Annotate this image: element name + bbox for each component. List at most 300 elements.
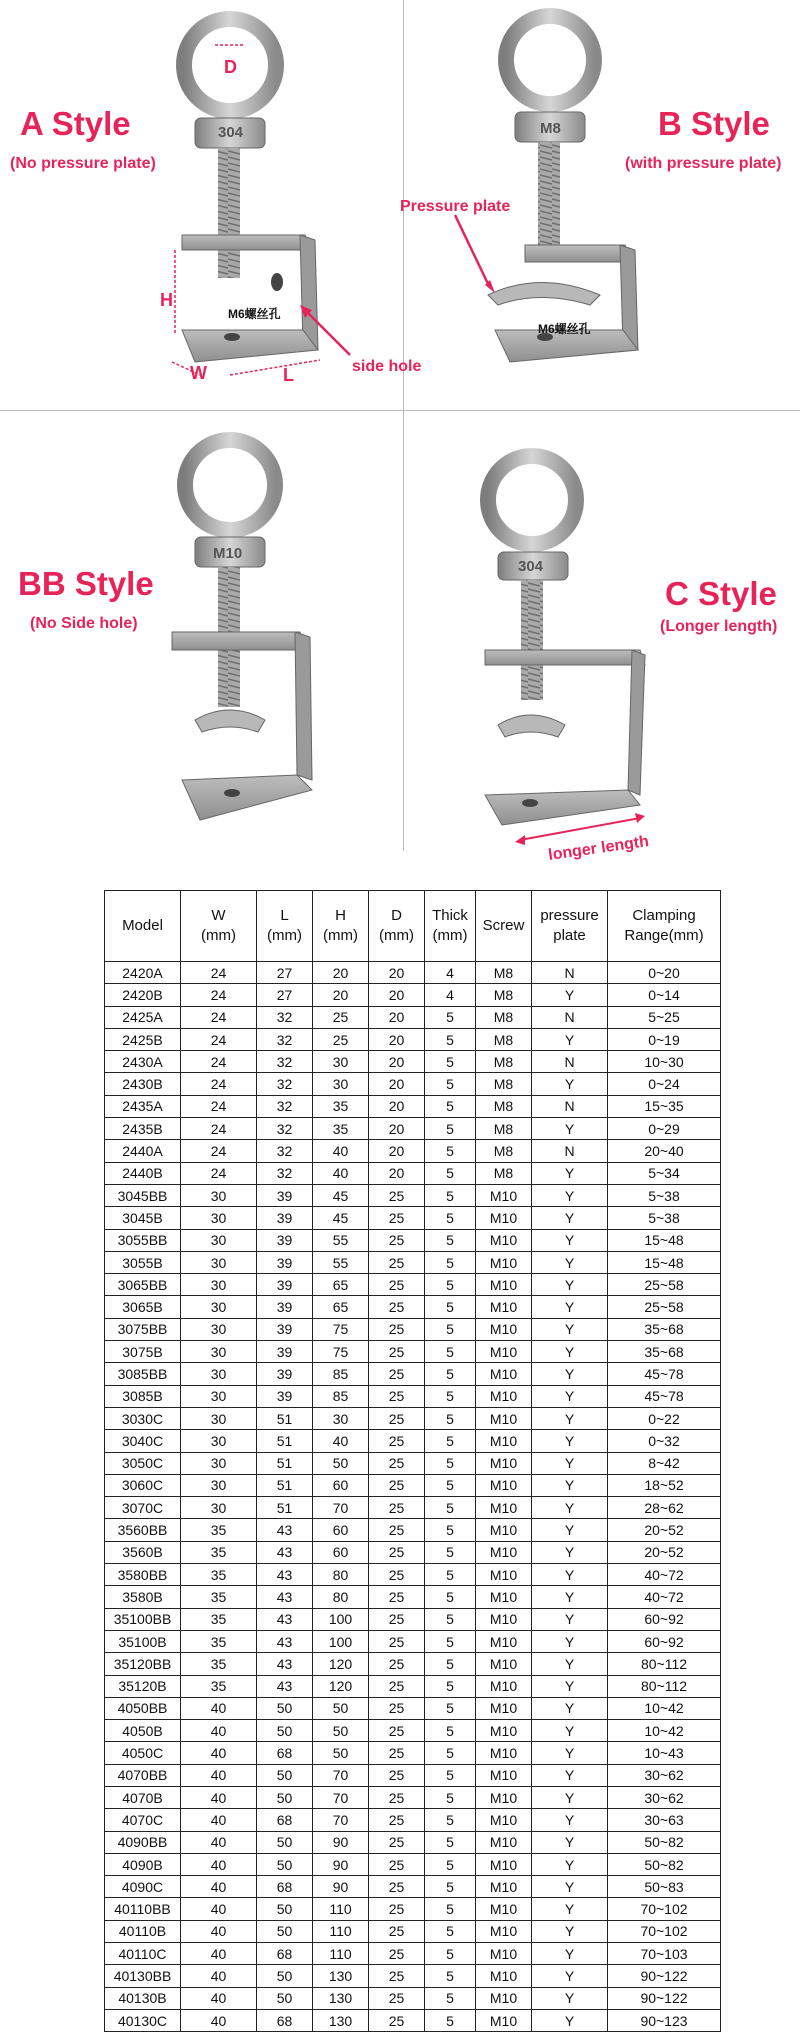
cell-model: 35120B <box>105 1675 181 1697</box>
cell-d: 25 <box>369 1675 425 1697</box>
cell-w: 24 <box>181 1095 257 1117</box>
cell-l: 39 <box>257 1385 313 1407</box>
cell-model: 2430B <box>105 1073 181 1095</box>
cell-w: 30 <box>181 1207 257 1229</box>
cell-l: 50 <box>257 1987 313 2009</box>
cell-w: 24 <box>181 984 257 1006</box>
cell-thick: 4 <box>425 962 476 984</box>
cell-model: 2420B <box>105 984 181 1006</box>
cell-h: 45 <box>313 1207 369 1229</box>
cell-screw: M10 <box>476 1920 532 1942</box>
cell-thick: 5 <box>425 1519 476 1541</box>
a-dimension-l: L <box>283 365 294 385</box>
cell-d: 25 <box>369 1564 425 1586</box>
cell-clamping-range: 90~123 <box>608 2009 721 2031</box>
table-row <box>105 1474 721 1496</box>
cell-pressure-plate: N <box>532 1006 608 1028</box>
cell-thick: 5 <box>425 1385 476 1407</box>
cell-w: 40 <box>181 1853 257 1875</box>
table-row <box>105 1920 721 1942</box>
bb-style-clamp-image <box>172 440 312 820</box>
cell-h: 55 <box>313 1251 369 1273</box>
cell-model: 4050C <box>105 1742 181 1764</box>
cell-h: 65 <box>313 1274 369 1296</box>
cell-w: 30 <box>181 1430 257 1452</box>
cell-pressure-plate: Y <box>532 1853 608 1875</box>
cell-pressure-plate: N <box>532 1095 608 1117</box>
cell-h: 85 <box>313 1363 369 1385</box>
cell-l: 32 <box>257 1051 313 1073</box>
cell-screw: M10 <box>476 1586 532 1608</box>
cell-pressure-plate: Y <box>532 1586 608 1608</box>
cell-clamping-range: 0~19 <box>608 1028 721 1050</box>
table-row <box>105 1318 721 1340</box>
cell-l: 32 <box>257 1118 313 1140</box>
cell-h: 60 <box>313 1519 369 1541</box>
cell-l: 51 <box>257 1407 313 1429</box>
cell-model: 2430A <box>105 1051 181 1073</box>
table-row <box>105 1028 721 1050</box>
cell-pressure-plate: Y <box>532 1831 608 1853</box>
cell-clamping-range: 50~82 <box>608 1831 721 1853</box>
cell-h: 100 <box>313 1630 369 1652</box>
table-row <box>105 1853 721 1875</box>
cell-pressure-plate: N <box>532 1051 608 1073</box>
table-row <box>105 1653 721 1675</box>
cell-d: 20 <box>369 984 425 1006</box>
cell-l: 32 <box>257 1162 313 1184</box>
cell-model: 3050C <box>105 1452 181 1474</box>
cell-model: 4050B <box>105 1720 181 1742</box>
c-style-clamp-image <box>485 456 645 845</box>
cell-h: 25 <box>313 1028 369 1050</box>
cell-pressure-plate: Y <box>532 1385 608 1407</box>
cell-model: 40110B <box>105 1920 181 1942</box>
table-row <box>105 1407 721 1429</box>
cell-screw: M10 <box>476 1742 532 1764</box>
cell-pressure-plate: Y <box>532 1564 608 1586</box>
table-row <box>105 1608 721 1630</box>
cell-screw: M8 <box>476 1051 532 1073</box>
cell-w: 40 <box>181 1831 257 1853</box>
cell-l: 50 <box>257 1853 313 1875</box>
table-row <box>105 1385 721 1407</box>
cell-clamping-range: 0~20 <box>608 962 721 984</box>
cell-thick: 5 <box>425 1809 476 1831</box>
cell-d: 25 <box>369 1943 425 1965</box>
cell-h: 65 <box>313 1296 369 1318</box>
cell-thick: 5 <box>425 1675 476 1697</box>
table-row <box>105 962 721 984</box>
cell-h: 35 <box>313 1118 369 1140</box>
cell-d: 20 <box>369 1118 425 1140</box>
cell-thick: 5 <box>425 1564 476 1586</box>
cell-screw: M10 <box>476 1898 532 1920</box>
cell-clamping-range: 60~92 <box>608 1630 721 1652</box>
table-row <box>105 1675 721 1697</box>
cell-w: 24 <box>181 1118 257 1140</box>
cell-pressure-plate: Y <box>532 1519 608 1541</box>
cell-thick: 5 <box>425 1095 476 1117</box>
cell-d: 20 <box>369 1140 425 1162</box>
cell-d: 20 <box>369 962 425 984</box>
cell-d: 25 <box>369 1920 425 1942</box>
cell-model: 3040C <box>105 1430 181 1452</box>
cell-thick: 5 <box>425 1853 476 1875</box>
table-row <box>105 1430 721 1452</box>
cell-clamping-range: 5~38 <box>608 1207 721 1229</box>
cell-model: 4070C <box>105 1809 181 1831</box>
cell-screw: M10 <box>476 1720 532 1742</box>
cell-d: 25 <box>369 1764 425 1786</box>
cell-d: 25 <box>369 1876 425 1898</box>
cell-l: 51 <box>257 1474 313 1496</box>
table-row <box>105 1452 721 1474</box>
table-row <box>105 1943 721 1965</box>
cell-d: 25 <box>369 1965 425 1987</box>
cell-w: 30 <box>181 1296 257 1318</box>
cell-clamping-range: 15~35 <box>608 1095 721 1117</box>
cell-l: 50 <box>257 1764 313 1786</box>
cell-w: 24 <box>181 1162 257 1184</box>
cell-w: 40 <box>181 2009 257 2031</box>
header-clamping-range: Clamping Range(mm) <box>608 891 721 962</box>
cell-thick: 5 <box>425 1965 476 1987</box>
cell-d: 25 <box>369 1541 425 1563</box>
cell-model: 3060C <box>105 1474 181 1496</box>
cell-l: 43 <box>257 1630 313 1652</box>
cell-model: 2435A <box>105 1095 181 1117</box>
cell-screw: M8 <box>476 1162 532 1184</box>
table-row <box>105 1764 721 1786</box>
cell-pressure-plate: Y <box>532 1274 608 1296</box>
cell-l: 43 <box>257 1586 313 1608</box>
cell-screw: M10 <box>476 1184 532 1206</box>
cell-clamping-range: 45~78 <box>608 1385 721 1407</box>
cell-l: 51 <box>257 1497 313 1519</box>
cell-d: 25 <box>369 1608 425 1630</box>
cell-model: 3075B <box>105 1341 181 1363</box>
cell-l: 39 <box>257 1341 313 1363</box>
cell-clamping-range: 30~62 <box>608 1786 721 1808</box>
cell-l: 43 <box>257 1541 313 1563</box>
cell-clamping-range: 20~40 <box>608 1140 721 1162</box>
cell-clamping-range: 0~22 <box>608 1407 721 1429</box>
cell-screw: M10 <box>476 1965 532 1987</box>
cell-thick: 5 <box>425 1653 476 1675</box>
cell-clamping-range: 45~78 <box>608 1363 721 1385</box>
cell-l: 32 <box>257 1028 313 1050</box>
cell-pressure-plate: Y <box>532 1251 608 1273</box>
cell-w: 24 <box>181 1140 257 1162</box>
cell-screw: M8 <box>476 962 532 984</box>
cell-h: 110 <box>313 1920 369 1942</box>
cell-w: 30 <box>181 1452 257 1474</box>
table-row <box>105 1184 721 1206</box>
cell-l: 50 <box>257 1697 313 1719</box>
cell-screw: M8 <box>476 1095 532 1117</box>
cell-h: 90 <box>313 1831 369 1853</box>
cell-pressure-plate: Y <box>532 1630 608 1652</box>
cell-pressure-plate: Y <box>532 1898 608 1920</box>
cell-model: 2435B <box>105 1118 181 1140</box>
cell-d: 25 <box>369 1786 425 1808</box>
cell-thick: 5 <box>425 1898 476 1920</box>
cell-d: 25 <box>369 1987 425 2009</box>
spec-table-body <box>105 962 721 2032</box>
cell-thick: 4 <box>425 984 476 1006</box>
b-style-title: B Style <box>658 105 770 142</box>
cell-d: 25 <box>369 1742 425 1764</box>
cell-model: 4070B <box>105 1786 181 1808</box>
cell-model: 40130BB <box>105 1965 181 1987</box>
table-row <box>105 1118 721 1140</box>
cell-w: 30 <box>181 1474 257 1496</box>
cell-l: 32 <box>257 1095 313 1117</box>
cell-thick: 5 <box>425 1341 476 1363</box>
cell-h: 20 <box>313 984 369 1006</box>
header-pressure-plate: pressure plate <box>532 891 608 962</box>
cell-d: 20 <box>369 1006 425 1028</box>
cell-l: 39 <box>257 1184 313 1206</box>
cell-w: 35 <box>181 1564 257 1586</box>
cell-pressure-plate: Y <box>532 1786 608 1808</box>
cell-screw: M10 <box>476 1608 532 1630</box>
cell-h: 30 <box>313 1407 369 1429</box>
cell-clamping-range: 70~102 <box>608 1920 721 1942</box>
cell-w: 35 <box>181 1653 257 1675</box>
cell-d: 25 <box>369 1341 425 1363</box>
cell-l: 27 <box>257 984 313 1006</box>
cell-pressure-plate: Y <box>532 2009 608 2031</box>
cell-model: 2420A <box>105 962 181 984</box>
cell-l: 27 <box>257 962 313 984</box>
cell-pressure-plate: Y <box>532 1965 608 1987</box>
cell-w: 30 <box>181 1385 257 1407</box>
cell-clamping-range: 35~68 <box>608 1341 721 1363</box>
cell-l: 39 <box>257 1207 313 1229</box>
cell-h: 90 <box>313 1876 369 1898</box>
cell-l: 68 <box>257 1876 313 1898</box>
a-nut-stamp: 304 <box>218 124 244 141</box>
cell-screw: M10 <box>476 1407 532 1429</box>
cell-h: 60 <box>313 1541 369 1563</box>
cell-model: 2440B <box>105 1162 181 1184</box>
cell-screw: M10 <box>476 1207 532 1229</box>
cell-h: 50 <box>313 1720 369 1742</box>
cell-pressure-plate: N <box>532 962 608 984</box>
cell-l: 50 <box>257 1898 313 1920</box>
cell-clamping-range: 50~83 <box>608 1876 721 1898</box>
cell-l: 68 <box>257 2009 313 2031</box>
spec-table <box>104 890 721 2032</box>
cell-w: 35 <box>181 1675 257 1697</box>
cell-clamping-range: 5~25 <box>608 1006 721 1028</box>
cell-clamping-range: 8~42 <box>608 1452 721 1474</box>
cell-l: 50 <box>257 1831 313 1853</box>
cell-clamping-range: 40~72 <box>608 1564 721 1586</box>
cell-screw: M10 <box>476 1363 532 1385</box>
cell-l: 39 <box>257 1274 313 1296</box>
cell-w: 30 <box>181 1363 257 1385</box>
cell-clamping-range: 90~122 <box>608 1987 721 2009</box>
cell-pressure-plate: Y <box>532 1608 608 1630</box>
cell-h: 30 <box>313 1073 369 1095</box>
cell-thick: 5 <box>425 1274 476 1296</box>
table-row <box>105 1720 721 1742</box>
cell-h: 70 <box>313 1809 369 1831</box>
cell-h: 100 <box>313 1608 369 1630</box>
cell-w: 30 <box>181 1184 257 1206</box>
cell-screw: M10 <box>476 1452 532 1474</box>
cell-pressure-plate: N <box>532 1140 608 1162</box>
cell-model: 3580BB <box>105 1564 181 1586</box>
table-row <box>105 1586 721 1608</box>
cell-w: 40 <box>181 1965 257 1987</box>
cell-screw: M10 <box>476 1519 532 1541</box>
cell-screw: M10 <box>476 1697 532 1719</box>
cell-clamping-range: 18~52 <box>608 1474 721 1496</box>
cell-thick: 5 <box>425 1028 476 1050</box>
table-row <box>105 1229 721 1251</box>
cell-d: 25 <box>369 1296 425 1318</box>
cell-thick: 5 <box>425 1697 476 1719</box>
cell-screw: M10 <box>476 1764 532 1786</box>
cell-screw: M10 <box>476 1274 532 1296</box>
cell-model: 3065B <box>105 1296 181 1318</box>
cell-thick: 5 <box>425 1452 476 1474</box>
cell-thick: 5 <box>425 1943 476 1965</box>
cell-h: 120 <box>313 1675 369 1697</box>
cell-screw: M8 <box>476 984 532 1006</box>
cell-screw: M10 <box>476 1430 532 1452</box>
cell-model: 4090BB <box>105 1831 181 1853</box>
table-row <box>105 1051 721 1073</box>
cell-d: 25 <box>369 1363 425 1385</box>
cell-thick: 5 <box>425 1786 476 1808</box>
cell-screw: M10 <box>476 1497 532 1519</box>
cell-w: 40 <box>181 1898 257 1920</box>
cell-d: 25 <box>369 1720 425 1742</box>
cell-model: 35100BB <box>105 1608 181 1630</box>
cell-screw: M10 <box>476 1318 532 1340</box>
cell-thick: 5 <box>425 1497 476 1519</box>
cell-model: 3075BB <box>105 1318 181 1340</box>
cell-l: 39 <box>257 1251 313 1273</box>
cell-d: 25 <box>369 1653 425 1675</box>
cell-screw: M10 <box>476 1786 532 1808</box>
cell-screw: M10 <box>476 1943 532 1965</box>
table-row <box>105 1073 721 1095</box>
cell-l: 39 <box>257 1296 313 1318</box>
cell-thick: 5 <box>425 1073 476 1095</box>
table-row <box>105 1207 721 1229</box>
table-row <box>105 1876 721 1898</box>
cell-h: 80 <box>313 1586 369 1608</box>
cell-clamping-range: 40~72 <box>608 1586 721 1608</box>
cell-clamping-range: 20~52 <box>608 1519 721 1541</box>
cell-screw: M10 <box>476 1809 532 1831</box>
cell-h: 45 <box>313 1184 369 1206</box>
cell-h: 50 <box>313 1742 369 1764</box>
cell-thick: 5 <box>425 1251 476 1273</box>
table-row <box>105 1251 721 1273</box>
a-style-title: A Style <box>20 105 131 142</box>
cell-screw: M10 <box>476 1564 532 1586</box>
cell-h: 40 <box>313 1140 369 1162</box>
cell-w: 40 <box>181 1987 257 2009</box>
cell-w: 24 <box>181 1051 257 1073</box>
table-row <box>105 1006 721 1028</box>
cell-pressure-plate: Y <box>532 1764 608 1786</box>
longer-length-label: longer length <box>547 833 650 864</box>
cell-thick: 5 <box>425 1051 476 1073</box>
cell-l: 43 <box>257 1608 313 1630</box>
cell-pressure-plate: Y <box>532 1474 608 1496</box>
cell-thick: 5 <box>425 1920 476 1942</box>
cell-d: 25 <box>369 1318 425 1340</box>
cell-pressure-plate: Y <box>532 1073 608 1095</box>
table-row <box>105 1274 721 1296</box>
cell-d: 25 <box>369 1385 425 1407</box>
cell-thick: 5 <box>425 1363 476 1385</box>
cell-pressure-plate: Y <box>532 1653 608 1675</box>
header-h: H (mm) <box>313 891 369 962</box>
header-w: W (mm) <box>181 891 257 962</box>
cell-h: 70 <box>313 1786 369 1808</box>
cell-pressure-plate: Y <box>532 1720 608 1742</box>
cell-w: 30 <box>181 1407 257 1429</box>
cell-model: 4070BB <box>105 1764 181 1786</box>
cell-h: 110 <box>313 1898 369 1920</box>
cell-model: 40130B <box>105 1987 181 2009</box>
cell-pressure-plate: Y <box>532 1920 608 1942</box>
cell-d: 25 <box>369 1831 425 1853</box>
cell-screw: M8 <box>476 1073 532 1095</box>
cell-h: 50 <box>313 1452 369 1474</box>
cell-w: 30 <box>181 1497 257 1519</box>
cell-pressure-plate: Y <box>532 1341 608 1363</box>
cell-screw: M10 <box>476 1653 532 1675</box>
cell-l: 39 <box>257 1229 313 1251</box>
cell-screw: M10 <box>476 1385 532 1407</box>
b-style-clamp-image <box>455 16 638 362</box>
cell-w: 35 <box>181 1519 257 1541</box>
cell-screw: M10 <box>476 1341 532 1363</box>
cell-model: 3055BB <box>105 1229 181 1251</box>
cell-thick: 5 <box>425 1229 476 1251</box>
cell-screw: M10 <box>476 1229 532 1251</box>
table-row <box>105 1296 721 1318</box>
cell-model: 35120BB <box>105 1653 181 1675</box>
b-style-subtitle: (with pressure plate) <box>625 155 782 172</box>
cell-thick: 5 <box>425 1184 476 1206</box>
cell-h: 55 <box>313 1229 369 1251</box>
c-style-subtitle: (Longer length) <box>660 618 778 635</box>
cell-thick: 5 <box>425 1831 476 1853</box>
cell-thick: 5 <box>425 1296 476 1318</box>
cell-w: 24 <box>181 962 257 984</box>
cell-d: 25 <box>369 1229 425 1251</box>
cell-clamping-range: 25~58 <box>608 1296 721 1318</box>
cell-model: 40110C <box>105 1943 181 1965</box>
cell-l: 68 <box>257 1809 313 1831</box>
cell-thick: 5 <box>425 1162 476 1184</box>
a-dimension-w: W <box>190 363 207 383</box>
cell-h: 110 <box>313 1943 369 1965</box>
cell-pressure-plate: Y <box>532 1809 608 1831</box>
cell-l: 68 <box>257 1742 313 1764</box>
